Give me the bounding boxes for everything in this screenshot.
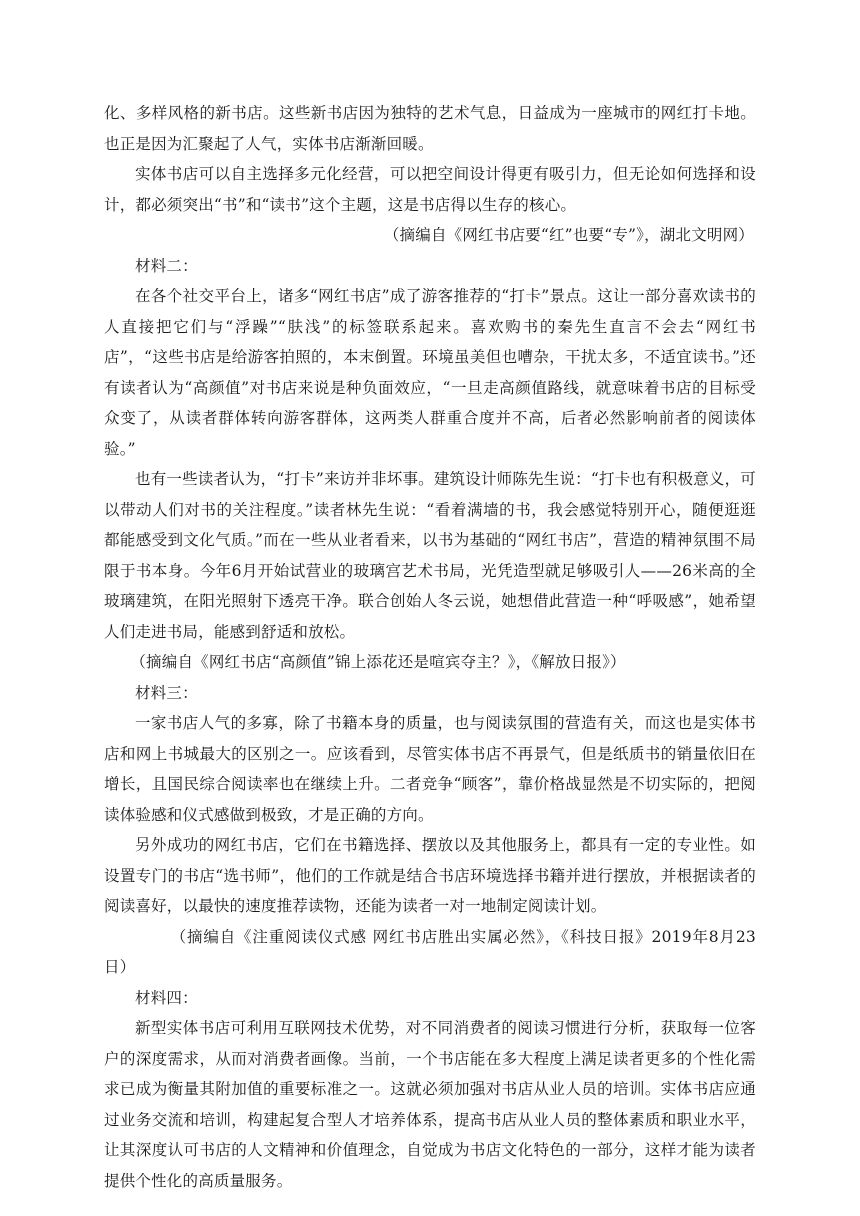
source-citation: （摘编自《网红书店要“红”也要“专”》，湖北文明网） — [383, 226, 754, 244]
paragraph: 另外成功的网红书店，它们在书籍选择、摆放以及其他服务上，都具有一定的专业性。如设置专门的书店“选书师”，他们的工作就是结合书店环境选择书籍并进行摆放，并根据读者的阅读喜好，以最快的速度推荐读物，还能为读者一对一地制定阅读计划。 — [104, 836, 756, 915]
document-body — [104, 98, 756, 1196]
paragraph: 新型实体书店可利用互联网技术优势，对不同消费者的阅读习惯进行分析，获取每一位客户的深度需求，从而对消费者画像。当前，一个书店能在多大程度上满足读者更多的个性化需求已成为衡量其附加值的重要标准之一。这就必须加强对书店从业人员的培训。实体书店应通过业务交流和培训，构建起复合型人才培养体系，提高书店从业人员的整体素质和职业水平，让其深度认可书店的人文精神和价值理念，自觉成为书店文化特色的一部分，这样才能为读者提供个性化的高质量服务。 — [104, 1019, 756, 1190]
paragraph-continuation: 化、多样风格的新书店。这些新书店因为独特的艺术气息，日益成为一座城市的网红打卡地。也正是因为汇聚起了人气，实体书店渐渐回暖。 — [104, 104, 756, 153]
paragraph: 在各个社交平台上，诸多“网红书店”成了游客推荐的“打卡”景点。这让一部分喜欢读书的人直接把它们与“浮躁”“肤浅”的标签联系起来。喜欢购书的秦先生直言不会去“网红书店”，“这些书店是给游客拍照的，本末倒置。环境虽美但也嘈杂，干扰太多，不适宜读书。”还有读者认为“高颜值”对书店来说是种负面效应，“一旦走高颜值路线，就意味着书店的目标受众变了，从读者群体转向游客群体，这两类人群重合度并不高，后者必然影响前者的阅读体验。” — [104, 287, 756, 458]
section-label-material-4: 材料四： — [135, 988, 198, 1007]
source-citation: （摘编自《注重阅读仪式感 网红书店胜出实属必然》，《科技日报》2019年8月23日） — [104, 927, 756, 976]
section-label-material-2: 材料二： — [135, 256, 198, 275]
source-citation: （摘编自《网红书店“高颜值”锦上添花还是喧宾夺主？》，《解放日报》） — [130, 653, 626, 671]
paragraph: 也有一些读者认为，“打卡”来访并非坏事。建筑设计师陈先生说：“打卡也有积极意义，可以带动人们对书的关注程度。”读者林先生说：“看着满墙的书，我会感觉特别开心，随便逛逛都能感受到文化气质。”而在一些从业者看来，以书为基础的“网红书店”，营造的精神氛围不局限于书本身。今年6月开始试营业的玻璃宫艺术书局，光凭造型就足够吸引人——26米高的全玻璃建筑，在阳光照射下透亮干净。联合创始人冬云说，她想借此营造一种“呼吸感”，她希望人们走进书局，能感到舒适和放松。 — [104, 470, 756, 641]
paragraph: 一家书店人气的多寡，除了书籍本身的质量，也与阅读氛围的营造有关，而这也是实体书店和网上书城最大的区别之一。应该看到，尽管实体书店不再景气，但是纸质书的销量依旧在增长，且国民综合阅读率也在继续上升。二者竞争“顾客”，靠价格战显然是不切实际的，把阅读体验感和仪式感做到极致，才是正确的方向。 — [104, 714, 756, 824]
paragraph: 实体书店可以自主选择多元化经营，可以把空间设计得更有吸引力，但无论如何选择和设计，都必须突出“书”和“读书”这个主题，这是书店得以生存的核心。 — [104, 165, 756, 214]
section-label-material-3: 材料三： — [135, 683, 198, 702]
